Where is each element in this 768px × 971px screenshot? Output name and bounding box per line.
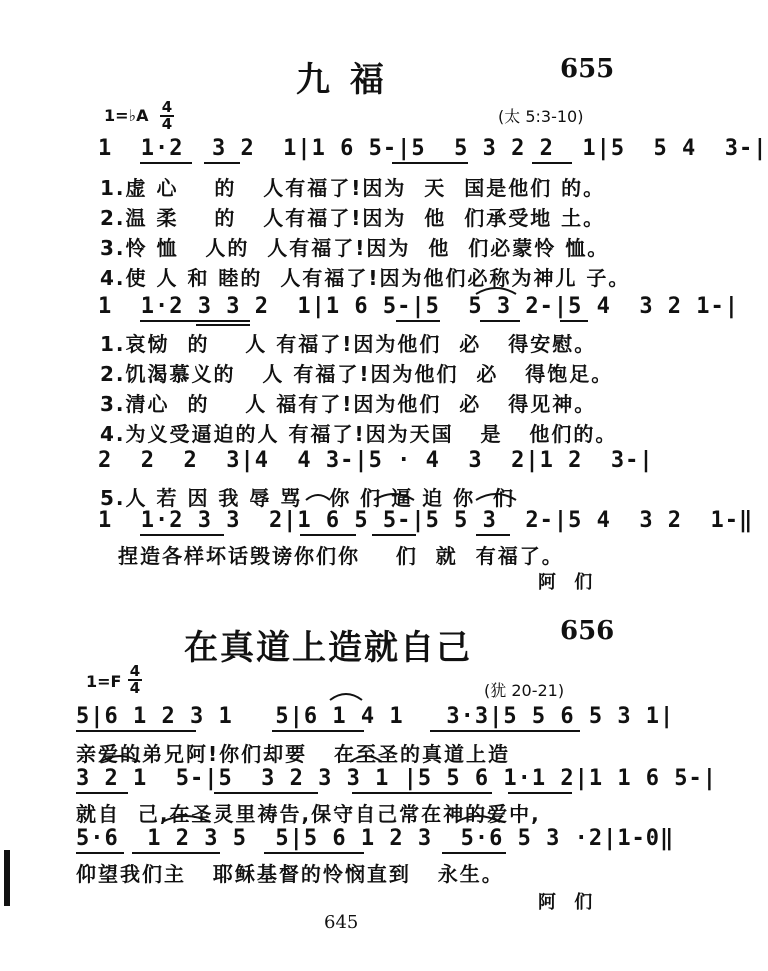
beam-underline [140,534,224,536]
hymn-656-number: 656 [560,616,615,646]
beam-underline [140,320,196,322]
hymn-656-lyric-line-3: 仰望我们主 耶稣基督的怜悯直到 永生。 [76,862,504,886]
binding-mark [4,850,10,906]
beam-underline [430,730,580,732]
time-bottom: 4 [129,679,141,697]
beam-underline [372,534,416,536]
beam-underline [300,534,356,536]
beam-underline [132,852,220,854]
beam-underline [352,792,492,794]
hymn-655-lyric-b4: 4.为义受逼迫的人 有福了!因为天国 是 他们的。 [100,422,618,446]
hymn-655-lyric-b3: 3.清心 的 人 福有了!因为他们 必 得见神。 [100,392,597,416]
hymn-655-notes-line-1: 1 1·2 3 2 1|1 6 5-|5 5 3 2 2 1|5 5 4 3-| [98,136,768,161]
hymn-656-notes-line-1: 5|6 1 2 3 1 5|6 1 4 1 3·3|5 5 6 5 3 1| [76,704,675,729]
hymn-656-lyric-line-2: 就自 己,在圣灵里祷告,保守自己常在神的爱中, [76,802,541,826]
beam-underline [196,320,250,322]
time-bottom: 4 [161,115,173,133]
hymn-655-lyric-final: 捏造各样坏话毁谤你们你 们 就 有福了。 [118,544,564,568]
hymn-655-notes-line-2: 1 1·2 3 3 2 1|1 6 5-|5 5 3 2-|5 4 3 2 1-| [98,294,740,319]
beam-underline [442,852,506,854]
beam-underline [560,320,588,322]
hymn-655-key: 1=♭A [104,106,149,125]
beam-underline [264,852,364,854]
beam-underline [480,320,520,322]
hymn-655-lyric-b1: 1.哀恸 的 人 有福了!因为他们 必 得安慰。 [100,332,597,356]
beam-underline [508,792,572,794]
hymn-656-notes-line-3: 5·6 1 2 3 5 5|5 6 1 2 3 5·6 5 3 ·2|1-0‖ [76,826,675,851]
hymn-655-reference: (太 5:3-10) [498,107,584,126]
hymn-655-notes-line-3: 2 2 2 3|4 4 3-|5 · 4 3 2|1 2 3-| [98,448,654,473]
beam-underline [272,730,364,732]
hymn-655-time-signature [160,100,174,132]
page-number: 645 [324,912,359,933]
beam-underline [76,730,196,732]
hymn-656-reference: (犹 20-21) [484,681,565,700]
beam-underline [76,792,128,794]
hymn-656-lyric-line-1: 亲爱的弟兄阿!你们却要 在至圣的真道上造 [76,742,511,766]
beam-underline [196,324,250,326]
hymn-655-amen: 阿 们 [538,572,599,593]
hymn-655-notes-line-4: 1 1·2 3 3 2|1 6 5 5-|5 5 3 2-|5 4 3 2 1-‖ [98,508,754,533]
hymn-655-lyric-v4: 4.使 人 和 睦的 人有福了!因为他们必称为神儿 子。 [100,266,631,290]
beam-underline [476,534,510,536]
hymn-656-notes-line-2: 3 2 1 5-|5 3 2 3 3 1 |5 5 6 1·1 2|1 1 6 5-| [76,766,718,791]
hymn-655-lyric-v2: 2.温 柔 的 人有福了!因为 他 们承受地 土。 [100,206,606,230]
hymn-655-title: 九 福 [296,60,388,100]
hymn-655-lyric-v1: 1.虚 心 的 人有福了!因为 天 国是他们 的。 [100,176,606,200]
beam-underline [140,162,192,164]
beam-underline [214,792,318,794]
hymn-656-key: 1=F [86,672,122,691]
hymn-656-time-signature [128,664,142,696]
beam-underline [204,162,240,164]
time-top: 4 [129,662,141,680]
beam-underline [532,162,572,164]
hymn-655-lyric-b2: 2.饥渴慕义的 人 有福了!因为他们 必 得饱足。 [100,362,614,386]
hymn-656-title: 在真道上造就自己 [184,628,472,668]
hymn-655-lyric-v5: 5.人 若 因 我 辱 骂 你 们 逼 迫 你 们 [100,486,515,510]
hymn-655-number: 655 [560,54,615,84]
slur [330,694,362,700]
beam-underline [392,162,468,164]
hymn-655-lyric-v3: 3.怜 恤 人的 人有福了!因为 他 们必蒙怜 恤。 [100,236,610,260]
beam-underline [76,852,124,854]
hymn-656-amen: 阿 们 [538,892,599,913]
time-top: 4 [161,98,173,116]
beam-underline [396,320,440,322]
